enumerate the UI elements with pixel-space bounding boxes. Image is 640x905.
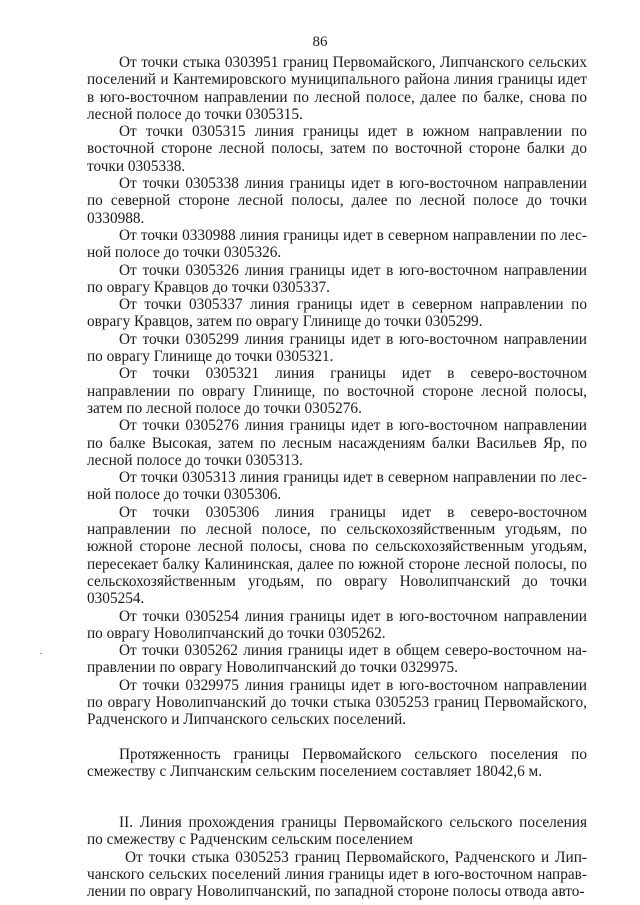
paragraph: От точки стыка 0305253 границ Первомайского, Радченского и Липчанского сельских поселений линия границы идет в юго-восточном направлении по оврагу Новолипчанский, по западной стороне полосы отвода авто-: [87, 848, 587, 901]
paragraph: От точки 0305299 линия границы идет в юго-восточном направлении по оврагу Глинище до точки 0305321.: [87, 330, 587, 366]
paragraph: От точки стыка 0303951 границ Первомайского, Липчанского сельских поселений и Кантемировского муниципального района линия границы идет в юго-восточном направлении по лесной полосе, далее по балке, снова по лесной полосе до точки 0305315.: [87, 54, 587, 123]
paragraph: От точки 0305313 линия границы идет в северном направлении по лесной полосе до точки 0305306.: [87, 469, 587, 504]
margin-mark: [40, 653, 42, 654]
paragraph: От точки 0305326 линия границы идет в юго-восточном направлении по оврагу Кравцов до точки 0305337.: [87, 261, 587, 296]
paragraph: От точки 0330988 линия границы идет в северном направлении по лесной полосе до точки 0305326.: [87, 226, 587, 262]
paragraph: От точки 0305306 линия границы идет в северо-восточном направлении по лесной полосе, по сельскохозяйственным угодьям, по южной стороне лесной полосы, снова по сельскохозяйственным угодьям, пересекает балку Калининская, далее по южной стороне лесной полосы, по сельскохозяйственным угодьям, по оврагу Новолипчанский до точки 0305254.: [87, 503, 587, 608]
paragraph: От точки 0305338 линия границы идет в юго-восточном направлении по северной стороне лесной полосы, далее по лесной полосе до точки 0330988.: [87, 175, 587, 227]
paragraph: От точки 0305315 линия границы идет в южном направлении по восточной стороне лесной полосы, затем по восточной стороне балки до точки 0305338.: [87, 123, 587, 175]
paragraph: От точки 0305276 линия границы идет в юго-восточном направлении по балке Высокая, затем по лесным насаждениям балки Васильев Яр, по лесной полосе до точки 0305313.: [87, 417, 587, 469]
paragraph: От точки 0305262 линия границы идет в общем северо-восточном направлении по оврагу Новолипчанский до точки 0329975.: [87, 642, 587, 677]
page-number: 86: [312, 34, 328, 50]
paragraph: От точки 0305321 линия границы идет в северо-восточном направлении по оврагу Глинище, по восточной стороне лесной полосы, затем по лесной полосе до точки 0305276.: [87, 365, 587, 417]
section-heading: II. Линия прохождения границы Первомайского сельского поселения по смежеству с Радченским сельским поселением: [87, 814, 587, 849]
document-body: [87, 54, 587, 901]
length-statement: Протяженность границы Первомайского сельского поселения по смежеству с Липчанским сельским поселением составляет 18042,6 м.: [87, 745, 587, 780]
paragraph: От точки 0305254 линия границы идет в юго-восточном направлении по оврагу Новолипчанский до точки 0305262.: [87, 607, 587, 642]
paragraph: От точки 0329975 линия границы идет в юго-восточном направлении по оврагу Новолипчанский до точки стыка 0305253 границ Первомайского, Радченского и Липчанского сельских поселений.: [87, 676, 587, 729]
paragraph: От точки 0305337 линия границы идет в северном направлении по оврагу Кравцов, затем по оврагу Глинище до точки 0305299.: [87, 296, 587, 331]
